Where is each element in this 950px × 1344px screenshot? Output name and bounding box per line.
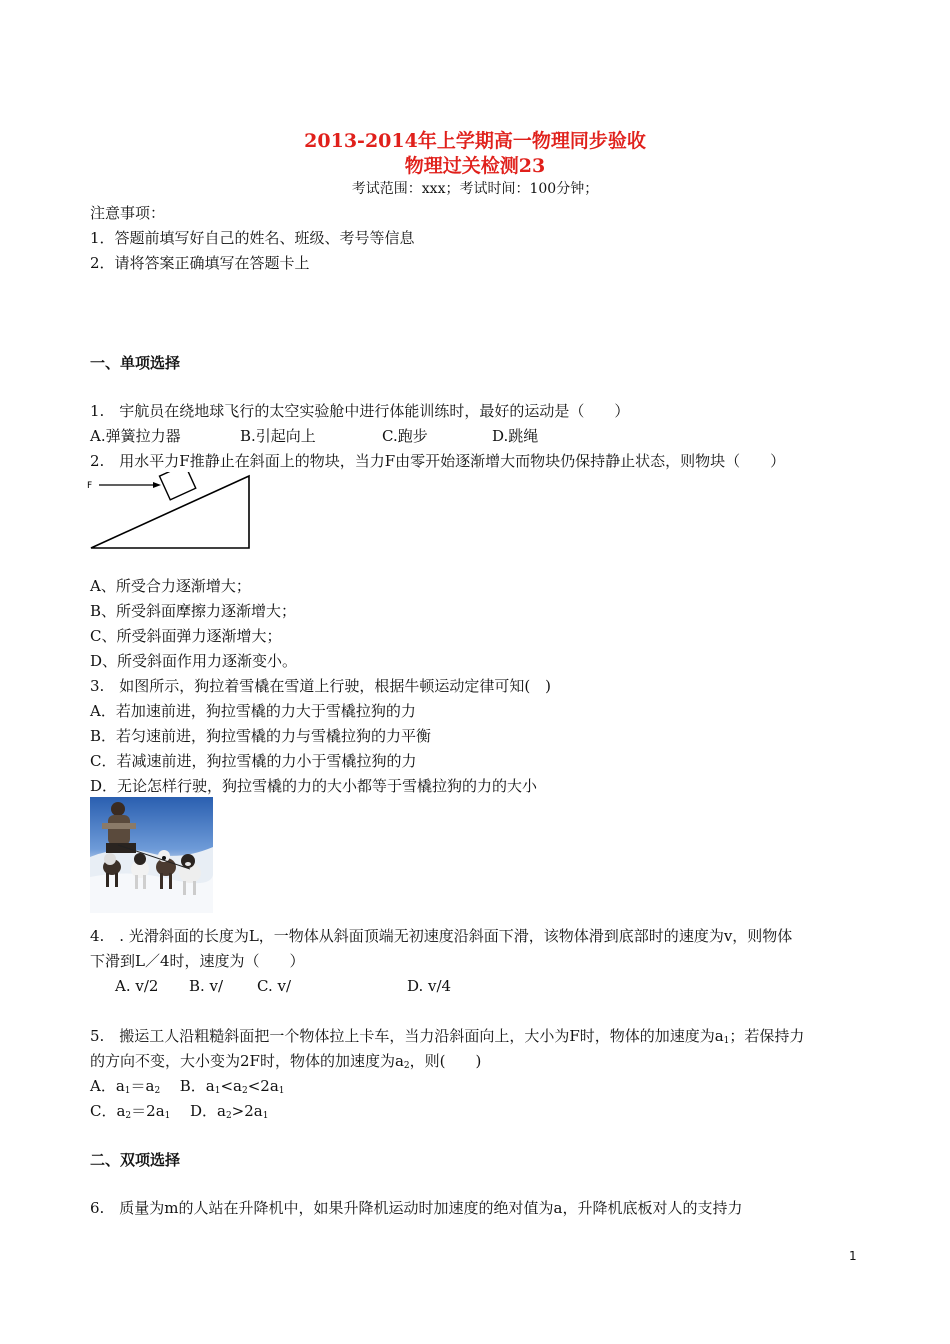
q5-options-row-2 <box>90 1101 268 1126</box>
q1-option-a: A.弹簧拉力器 <box>90 427 181 445</box>
q4-stem-line-2: 下滑到L／4时，速度为（ ） <box>90 952 305 970</box>
notes-item-1: 1．答题前填写好自己的姓名、班级、考号等信息 <box>90 229 415 247</box>
q3-option-a: A．若加速前进，狗拉雪橇的力大于雪橇拉狗的力 <box>90 702 416 720</box>
force-label: F <box>87 481 93 491</box>
q3-stem: 3. 如图所示，狗拉着雪橇在雪道上行驶，根据牛顿运动定律可知( ) <box>90 677 552 695</box>
q3-option-b: B．若匀速前进，狗拉雪橇的力与雪橇拉狗的力平衡 <box>90 727 432 745</box>
q6-stem: 6. 质量为m的人站在升降机中，如果升降机运动时加速度的绝对值为a，升降机底板对人的支持力 <box>90 1199 743 1217</box>
force-arrow-head <box>153 482 161 488</box>
q3-option-c: C．若减速前进，狗拉雪橇的力小于雪橇拉狗的力 <box>90 752 417 770</box>
q1-option-d: D.跳绳 <box>492 427 539 445</box>
q4-option-d: D. v/4 <box>407 977 452 995</box>
page-number: 1 <box>849 1249 857 1263</box>
q1-option-b: B.引起向上 <box>240 427 316 445</box>
block <box>159 472 195 500</box>
q5-stem-line-1: 5. 搬运工人沿粗糙斜面把一个物体拉上卡车，当力沿斜面向上，大小为F时，物体的加速度为$a_1$；若保持力 <box>90 1027 805 1046</box>
q5-options-row-1 <box>90 1076 285 1101</box>
section-2-heading: 二、双项选择 <box>90 1151 181 1169</box>
notes-heading: 注意事项： <box>90 204 166 222</box>
q5-option-a: A．$a_1=a_2$ <box>90 1077 161 1096</box>
q2-option-a: A、所受合力逐渐增大； <box>90 577 251 595</box>
notes-item-2: 2．请将答案正确填写在答题卡上 <box>90 254 310 272</box>
q1-option-c: C.跑步 <box>382 427 428 445</box>
q3-option-d: D．无论怎样行驶，狗拉雪橇的力的大小都等于雪橇拉狗的力的大小 <box>90 777 538 795</box>
page-subtitle: 物理过关检测23 <box>404 155 546 177</box>
q1-stem: 1. 宇航员在绕地球飞行的太空实验舱中进行体能训练时，最好的运动是（ ） <box>90 402 630 420</box>
section-1-heading: 一、单项选择 <box>90 354 181 372</box>
q4-option-c: C. v/ <box>257 977 292 995</box>
q2-option-b: B、所受斜面摩擦力逐渐增大； <box>90 602 297 620</box>
q4-stem-line-1: 4. . 光滑斜面的长度为L，一物体从斜面顶端无初速度沿斜面下滑，该物体滑到底部时的速度为v，则物体 <box>90 927 793 945</box>
incline-diagram <box>85 472 260 554</box>
q4-option-b: B. v/ <box>189 977 224 995</box>
q2-stem: 2. 用水平力F推静止在斜面上的物块，当力F由零开始逐渐增大而物块仍保持静止状态，则物块（ ） <box>90 452 786 470</box>
exam-info: 考试范围：xxx；考试时间：100分钟； <box>351 181 599 197</box>
q5-stem-line-2: 的方向不变，大小变为2F时，物体的加速度为$a_2$，则( ) <box>90 1052 482 1071</box>
q2-option-d: D、所受斜面作用力逐渐变小。 <box>90 652 298 670</box>
q5-option-b: B．$a_1<a_2<2a_1$ <box>179 1077 285 1096</box>
q5-option-d: D．$a_2>2a_1$ <box>189 1102 269 1121</box>
q5-option-c: C．$a_2=2a_1$ <box>90 1102 171 1121</box>
page-title: 2013-2014年上学期高一物理同步验收 <box>304 130 646 152</box>
q2-option-c: C、所受斜面弹力逐渐增大； <box>90 627 282 645</box>
q4-option-a: A. v/2 <box>115 977 159 995</box>
dog-sled-photo <box>90 797 213 913</box>
